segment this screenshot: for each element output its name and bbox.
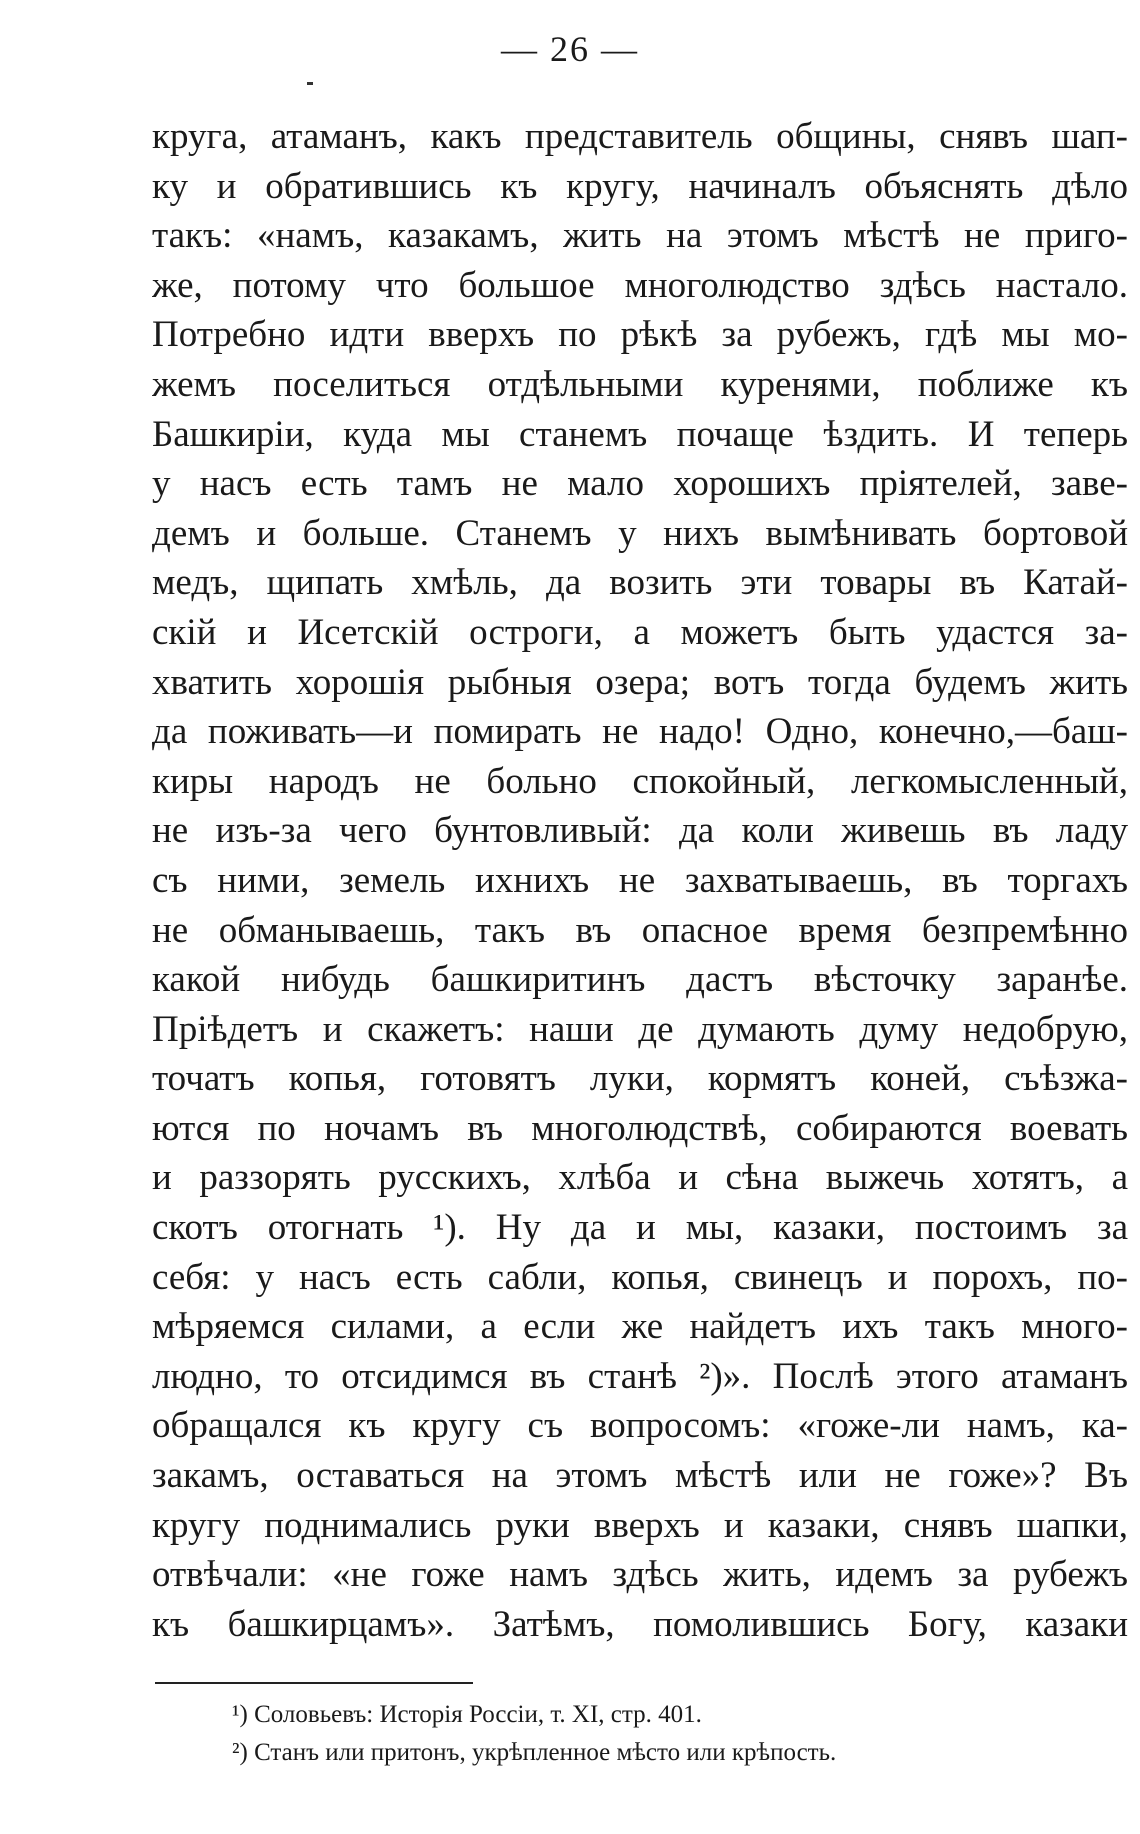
text-line: ку и обратившись къ кругу, начиналъ объяснять дѣло [152, 165, 1128, 207]
text-line: медъ, щипать хмѣль, да возить эти товары въ Катай- [152, 562, 1128, 604]
text-line: не изъ-за чего бунтовливый: да коли живешь въ ладу [152, 810, 1128, 852]
text-line: обращался къ кругу съ вопросомъ: «гоже-ли намъ, ка- [152, 1405, 1128, 1447]
text-line: мѣряемся силами, а если же найдетъ ихъ такъ много- [152, 1306, 1128, 1348]
text-line: же, потому что большое многолюдство здѣсь настало. [152, 264, 1128, 306]
footnote-1 [232, 1696, 1112, 1734]
text-line: и раззорять русскихъ, хлѣба и сѣна выжечь хотятъ, а [152, 1157, 1128, 1199]
footnote-2 [232, 1734, 1112, 1772]
footnote-text: Станъ или притонъ, укрѣпленное мѣсто или крѣпость. [254, 1739, 837, 1766]
body-text [152, 112, 1128, 1649]
print-speck [307, 82, 313, 85]
text-line: себя: у насъ есть сабли, копья, свинецъ и порохъ, по- [152, 1256, 1128, 1298]
text-line: да поживать—и помирать не надо! Одно, конечно,—баш- [152, 711, 1128, 753]
text-line: людно, то отсидимся въ станѣ ²)». Послѣ этого атаманъ [152, 1355, 1128, 1397]
footnote-separator [155, 1682, 473, 1684]
footnote-marker: ¹) [232, 1701, 248, 1728]
text-line: такъ: «намъ, казакамъ, жить на этомъ мѣстѣ не приго- [152, 215, 1128, 257]
text-line: Башкиріи, куда мы станемъ почаще ѣздить. И теперь [152, 413, 1128, 455]
text-line: ются по ночамъ въ многолюдствѣ, собираются воевать [152, 1107, 1128, 1149]
text-line: къ башкирцамъ». Затѣмъ, помолившись Богу, казаки [152, 1603, 1128, 1645]
text-line: точатъ копья, готовятъ луки, кормятъ коней, съѣзжа- [152, 1058, 1128, 1100]
text-line: какой нибудь башкиритинъ дастъ вѣсточку заранѣе. [152, 959, 1128, 1001]
text-line: скотъ отогнать ¹). Ну да и мы, казаки, постоимъ за [152, 1207, 1128, 1249]
text-line: киры народъ не больно спокойный, легкомысленный, [152, 760, 1128, 802]
footnotes [232, 1696, 1112, 1772]
text-line: жемъ поселиться отдѣльными куренями, поближе къ [152, 363, 1128, 405]
text-line: кругу поднимались руки вверхъ и казаки, снявъ шапки, [152, 1504, 1128, 1546]
footnote-marker: ²) [232, 1739, 248, 1766]
text-line: хватить хорошія рыбныя озера; вотъ тогда будемъ жить [152, 661, 1128, 703]
text-line: Пріѣдетъ и скажетъ: наши де думають думу недобрую, [152, 1008, 1128, 1050]
text-line: не обманываешь, такъ въ опасное время безпремѣнно [152, 909, 1128, 951]
text-line: демъ и больше. Станемъ у нихъ вымѣнивать бортовой [152, 512, 1128, 554]
footnote-text: Соловьевъ: Исторія Россіи, т. XI, стр. 401. [254, 1701, 702, 1728]
page-number: — 26 — [501, 29, 639, 69]
text-line: скій и Исетскій остроги, а можетъ быть удастся за- [152, 611, 1128, 653]
text-line: закамъ, оставаться на этомъ мѣстѣ или не гоже»? Въ [152, 1455, 1128, 1497]
text-line: Потребно идти вверхъ по рѣкѣ за рубежъ, гдѣ мы мо- [152, 314, 1128, 356]
text-line: у насъ есть тамъ не мало хорошихъ пріятелей, заве- [152, 463, 1128, 505]
text-line: съ ними, земель ихнихъ не захватываешь, въ торгахъ [152, 859, 1128, 901]
text-line: круга, атаманъ, какъ представитель общины, снявъ шап- [152, 116, 1128, 157]
text-line: отвѣчали: «не гоже намъ здѣсь жить, идемъ за рубежъ [152, 1554, 1128, 1596]
